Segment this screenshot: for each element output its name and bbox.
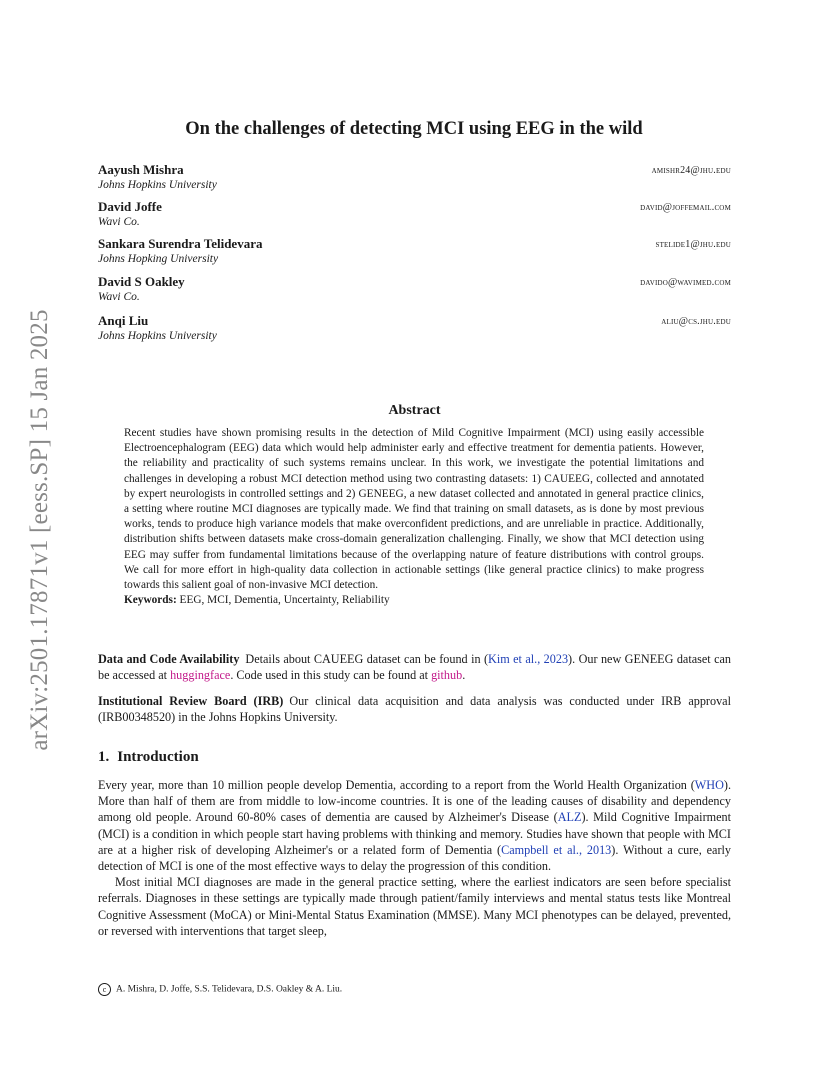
introduction-body <box>98 777 731 939</box>
data-availability-paragraph <box>98 651 731 683</box>
data-availability-text: . <box>462 668 466 683</box>
author-name: David Joffe <box>98 199 162 214</box>
copyright-icon: c <box>98 983 111 996</box>
data-availability-heading: Data and Code Availability <box>98 652 240 666</box>
footer-authors: A. Mishra, D. Joffe, S.S. Telidevara, D.S. Oakley & A. Liu. <box>116 984 343 995</box>
author-name: David S Oakley <box>98 274 185 289</box>
author-affiliation: Wavi Co. <box>98 291 140 303</box>
author-block-2 <box>98 199 731 228</box>
author-affiliation: Johns Hopking University <box>98 253 219 265</box>
intro-text: ). More than half of them are from middle to low-income countries. It is one of the leading causes of disability and dependency among old people. Around 60-80% cases of dementia are caused by Alzheimer's Disease ( <box>98 778 731 825</box>
author-block-5 <box>98 313 731 342</box>
irb-heading: Institutional Review Board (IRB) <box>98 694 284 708</box>
keywords-list: EEG, MCI, Dementia, Uncertainty, Reliability <box>179 594 390 607</box>
author-affiliation: Johns Hopkins University <box>98 330 217 342</box>
irb-text: Our clinical data acquisition and data analysis was conducted under IRB approval (IRB00348520) in the Johns Hopkins University. <box>98 694 731 725</box>
author-block-3 <box>98 236 731 265</box>
intro-paragraph-2: Most initial MCI diagnoses are made in the general practice setting, where the earliest indicators are seen before specialist referrals. Diagnoses in these settings are typically made through patient/family interviews and mental status tests like Montreal Cognitive Assessment (MoCA) or Mini-Mental Status Examination (MMSE). Many MCI phenotypes can be delayed, prevented, or reversed with interventions that target sleep, <box>98 875 731 938</box>
intro-paragraph-1 <box>98 777 731 874</box>
intro-text: ). Without a cure, early detection of MCI is one of the most effective ways to delay the progression of this condition. <box>98 842 732 874</box>
arxiv-identifier-text: arXiv:2501.17871v1 [eess.SP] 15 Jan 2025 <box>26 309 53 751</box>
author-email[interactable]: stelide1@jhu.edu <box>655 239 731 250</box>
section-heading-introduction <box>98 749 199 766</box>
alz-link[interactable]: ALZ <box>557 810 582 825</box>
author-email[interactable]: aliu@cs.jhu.edu <box>661 316 731 327</box>
author-email[interactable]: davido@wavimed.com <box>640 277 731 288</box>
author-block-4 <box>98 274 731 303</box>
paper-title: On the challenges of detecting MCI using EEG in the wild <box>185 119 643 139</box>
data-availability-text: . Code used in this study can be found at <box>230 668 432 683</box>
abstract-text: Recent studies have shown promising results in the detection of Mild Cognitive Impairment (MCI) using easily accessible Electroencephalogram (EEG) data which would help administer early and effective treatment for dementia patients. However, the reliability and practicality of such systems remains unclear. In this work, we investigate the potential limitations and challenges in developing a robust MCI detection method using two contrasting datasets: 1) CAUEEG, collected and annotated by expert neurologists in controlled settings and 2) GENEEG, a new dataset collected and annotated in general practice clinics, a setting where routine MCI diagnoses are typically made. We find that training on small datasets, as is done by most previous works, tends to produce high variance models that make overconfident predictions, and are unreliable in practice. Additionally, distribution shifts between datasets make cross-domain generalization challenging. Finally, we show that MCI detection using EEG may suffer from fundamental limitations because of the overlapping nature of feature distributions with control groups. We call for more effort in high-quality data collection in actionable settings (like general practice clinics) to make progress towards this salient goal of non-invasive MCI detection. <box>124 427 704 592</box>
page-footer <box>98 983 342 996</box>
huggingface-link[interactable]: huggingface <box>170 668 231 683</box>
author-email[interactable]: amishr24@jhu.edu <box>651 165 731 176</box>
author-block-1 <box>98 162 731 191</box>
section-number: 1. <box>98 749 110 765</box>
intro-text: Every year, more than 10 million people develop Dementia, according to a report from the World Health Organization ( <box>98 778 695 792</box>
author-name: Sankara Surendra Telidevara <box>98 236 263 251</box>
section-title: Introduction <box>117 749 199 765</box>
author-email[interactable]: david@joffemail.com <box>640 202 731 213</box>
who-link[interactable]: WHO <box>694 778 724 792</box>
citation-campbell-2013[interactable]: Campbell et al., 2013 <box>501 842 612 857</box>
author-name: Aayush Mishra <box>98 162 184 177</box>
author-affiliation: Wavi Co. <box>98 216 140 228</box>
arxiv-identifier <box>22 290 58 770</box>
keywords-label: Keywords: <box>124 594 177 607</box>
author-affiliation: Johns Hopkins University <box>98 179 217 191</box>
data-availability-text: ). Our new GENEEG dataset can be accessed at <box>98 652 732 683</box>
data-availability-text: Details about CAUEEG dataset can be found in ( <box>245 652 489 666</box>
irb-paragraph <box>98 693 731 725</box>
intro-text: ). Mild Cognitive Impairment (MCI) is a condition in which people start having problems with thinking and memory. Studies have shown that people with MCI are at a higher risk of developing Alzheimer's or a related form of Dementia ( <box>98 810 731 857</box>
citation-kim-2023[interactable]: Kim et al., 2023 <box>488 652 569 666</box>
abstract-heading: Abstract <box>388 403 441 418</box>
keywords-line <box>124 593 704 608</box>
abstract-body <box>124 426 704 608</box>
github-link[interactable]: github <box>431 668 463 683</box>
author-name: Anqi Liu <box>98 313 149 328</box>
